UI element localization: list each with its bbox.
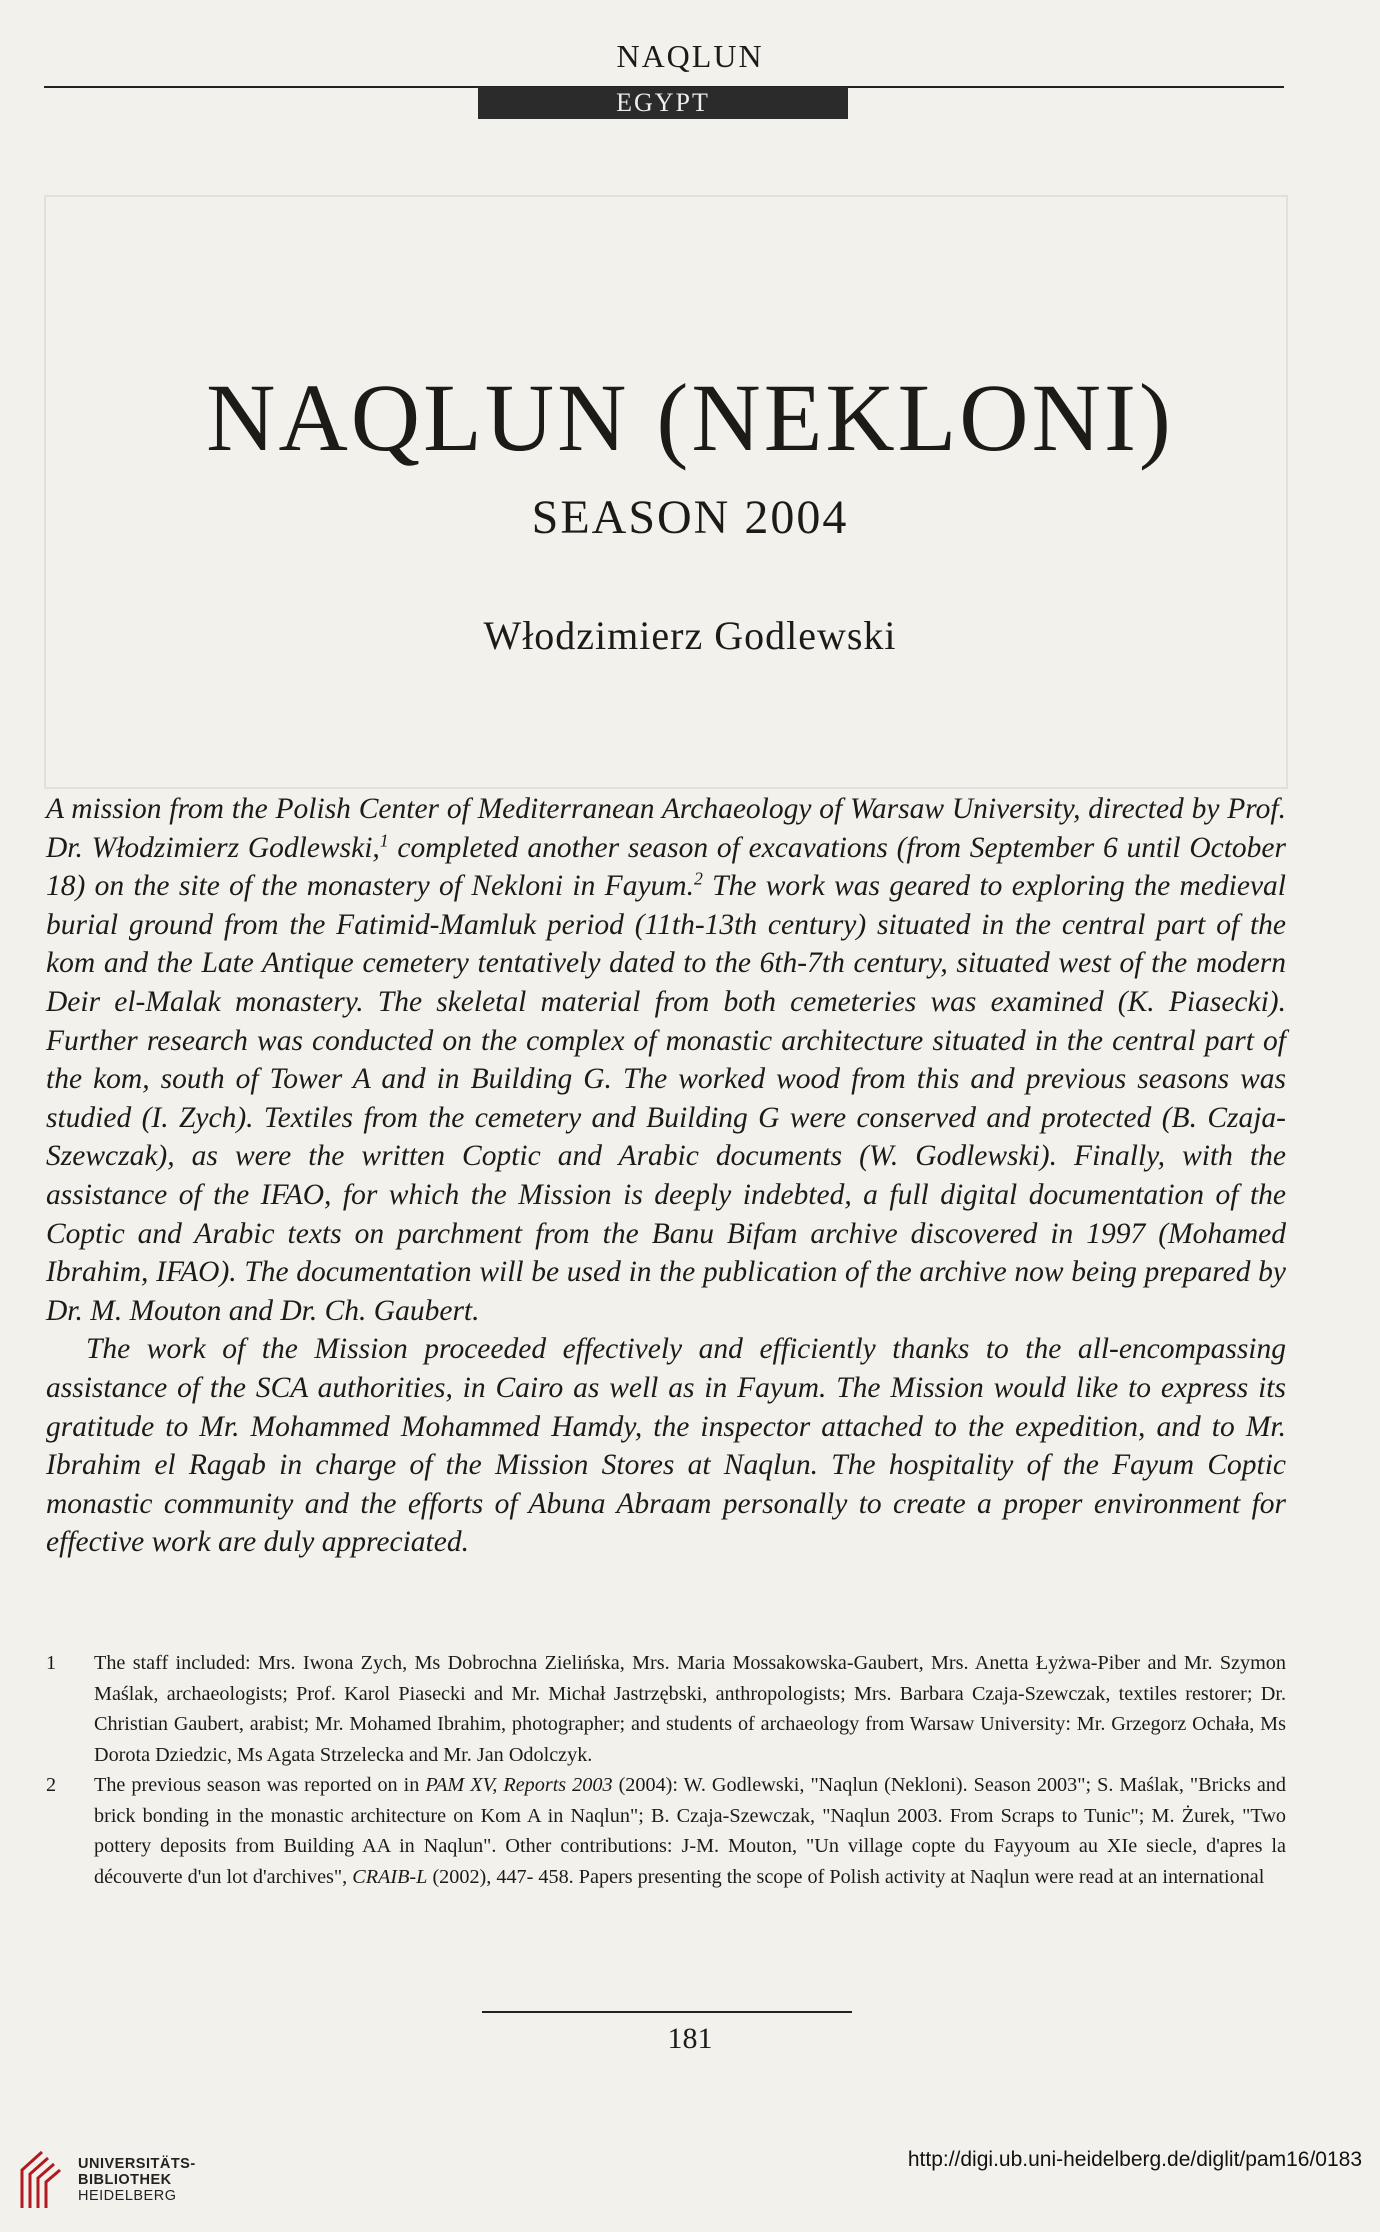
footnotes <box>46 1648 1286 1892</box>
article-title: NAQLUN (NEKLONI) <box>206 364 1174 471</box>
footer-rule <box>482 2011 852 2013</box>
footnote-text: The staff included: Mrs. Iwona Zych, Ms Dobrochna Zielińska, Mrs. Maria Mossakowska-Gaubert, Mrs. Anetta Łyżwa-Piber and Mr. Szymon Maślak, archaeologists; Prof. Karol Piasecki and Mr. Michał Jastrzębski, anthropologists; Mrs. Barbara Czaja-Szewczak, textiles restorer; Dr. Christian Gaubert, arabist; Mr. Mohamed Ibrahim, photographer; and students of archaeology from Warsaw University: Mr. Grzegorz Ochała, Ms Dorota Dziedzic, Ms Agata Strzelecka and Mr. Jan Odolczyk. <box>94 1652 1286 1766</box>
footnote-2 <box>46 1770 1286 1892</box>
running-header-title: NAQLUN <box>616 38 764 74</box>
page-number: 181 <box>667 2022 713 2055</box>
library-name-line-1: UNIVERSITÄTS- <box>78 2156 196 2172</box>
abstract-paragraph-1 <box>46 790 1286 1330</box>
source-url-link[interactable]: http://digi.ub.uni-heidelberg.de/diglit/pam16/0183 <box>907 2148 1362 2171</box>
footnote-text-mid: (2004): W. Godlewski, "Naqlun (Nekloni). Season 2003"; S. Maślak, "Bricks and brick bonding in the monastic architecture on Kom A in Naqlun"; B. Czaja-Szewczak, "Naqlun 2003. From Scraps to Tunic"; M. Żurek, "Two pottery deposits from Building AA in Naqlun". Other contributions: J-M. Mouton, "Un village copte du Fayyoum au XIe siecle, d'apres la découverte d'un lot d'archives", <box>94 1774 1286 1888</box>
abstract-p1-part-a: A mission from the Polish Center of Mediterranean Archaeology of Warsaw University, directed by Prof. Dr. Włodzimierz Godlewski, <box>46 793 1286 864</box>
footnote-journal-2: CRAIB-L <box>352 1865 428 1888</box>
abstract <box>46 790 1286 1562</box>
footnote-1 <box>46 1648 1286 1770</box>
footnote-number: 1 <box>46 1652 57 1674</box>
footnote-text-post: (2002), 447- 458. Papers presenting the scope of Polish activity at Naqlun were read at an international <box>427 1865 1265 1888</box>
library-name <box>78 2156 196 2204</box>
footnote-number: 2 <box>46 1774 57 1796</box>
library-name-line-3: HEIDELBERG <box>78 2188 177 2204</box>
library-name-line-2: BIBLIOTHEK <box>78 2172 172 2188</box>
footnote-ref-2[interactable]: 2 <box>693 868 703 889</box>
article-subtitle: SEASON 2004 <box>531 491 849 544</box>
footnote-ref-1[interactable]: 1 <box>379 829 389 850</box>
abstract-paragraph-2: The work of the Mission proceeded effectively and efficiently thanks to the all-encompassing assistance of the SCA authorities, in Cairo as well as in Fayum. The Mission would like to express its gratitude to Mr. Mohammed Mohammed Hamdy, the inspector attached to the expedition, and to Mr. Ibrahim el Ragab in charge of the Mission Stores at Naqlun. The hospitality of the Fayum Coptic monastic community and the efforts of Abuna Abraam personally to create a proper environment for effective work are duly appreciated. <box>46 1333 1286 1559</box>
library-logo-icon <box>16 2148 62 2212</box>
footnote-text-pre: The previous season was reported on in <box>94 1774 426 1796</box>
article-author: Włodzimierz Godlewski <box>483 613 897 658</box>
abstract-p1-part-b: completed another season of excavations (from September 6 until October 18) on the site of the monastery of Nekloni in Fayum. <box>46 831 1287 903</box>
footnote-journal: PAM XV, Reports 2003 <box>425 1774 613 1796</box>
header-band-label: EGYPT <box>478 87 848 119</box>
abstract-p1-part-c: The work was geared to exploring the medieval burial ground from the Fatimid-Mamluk period (11th-13th century) situated in the central part of the kom and the Late Antique cemetery tentatively dated to the 6th-7th century, situated west of the modern Deir el-Malak monastery. The skeletal material from both cemeteries was examined (K. Piasecki). Further research was conducted on the complex of monastic architecture situated in the central part of the kom, south of Tower A and in Building G. The worked wood from this and previous seasons was studied (I. Zych). Textiles from the cemetery and Building G were conserved and protected (B. Czaja-Szewczak), as were the written Coptic and Arabic documents (W. Godlewski). Finally, with the assistance of the IFAO, for which the Mission is deeply indebted, a full digital documentation of the Coptic and Arabic texts on parchment from the Banu Bifam archive discovered in 1997 (Mohamed Ibrahim, IFAO). The documentation will be used in the publication of the archive now being prepared by Dr. M. Mouton and Dr. Ch. Gaubert. <box>46 870 1286 1327</box>
